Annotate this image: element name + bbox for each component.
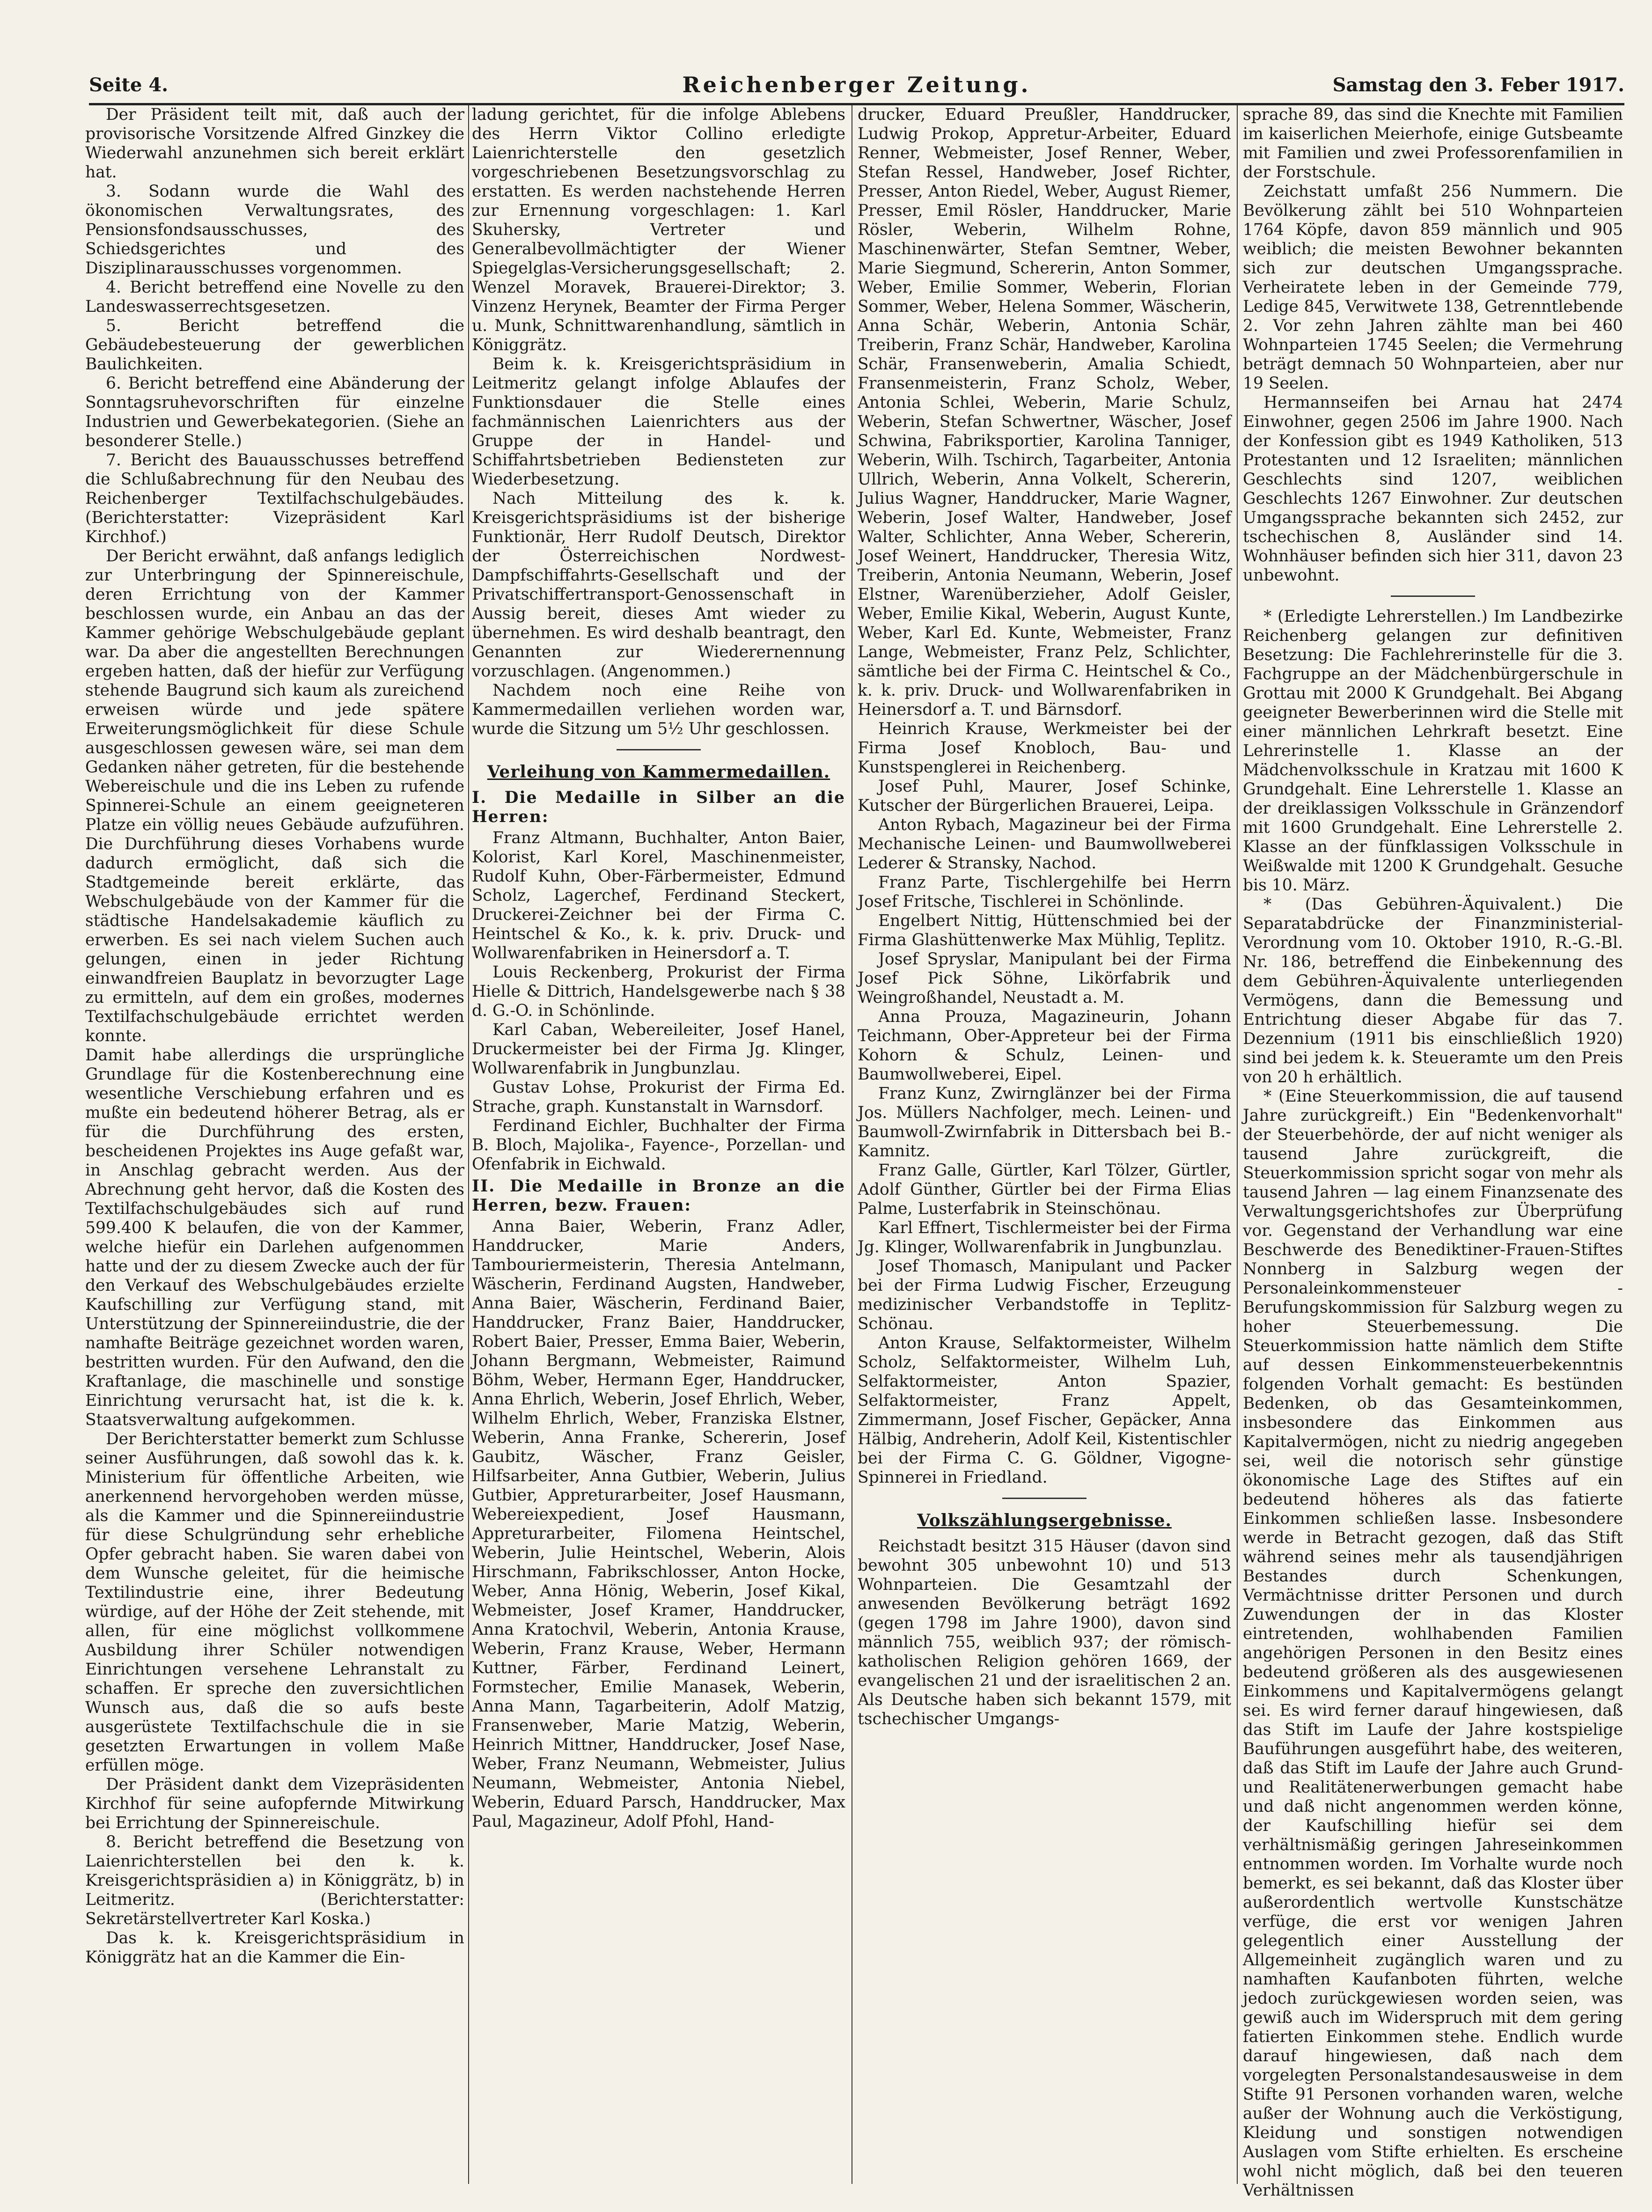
paragraph: Josef Spryslar, Manipulant bei der Firma Josef Pick Söhne, Likörfabrik und Weingroßhandel, Neustadt a. M. <box>858 950 1231 1007</box>
paragraph: * (Eine Steuerkommission, die auf tausend Jahre zurückgreift.) Ein "Bedenkenvorhalt" der Steuerbehörde, der auf nicht weniger als tausend Jahre zurückgreift, die Steuerkommission spricht sogar von mehr als tausend Jahren — lag einem Finanzsenate des Verwaltungsgerichtshofes zur Überprüfung vor. Gegenstand der Verhandlung war eine Beschwerde des Benediktiner-Frauen-Stiftes Nonnberg in Salzburg wegen der Personaleinkommensteuer - Berufungskommission für Salzburg wegen zu hoher Steuerbemessung. Die Steuerkommission hatte nämlich dem Stifte auf dessen Einkommensteuerbekenntnis folgenden Vorhalt gemacht: Es bestünden Bedenken, ob das Gesamteinkommen, insbesondere das Einkommen aus Kapitalvermögen, nicht zu niedrig angegeben sei, weil die notorisch sehr günstige ökonomische Lage des Stiftes auf ein bedeutend höheres als das fatierte Einkommen schließen lasse. Insbesondere werde in Betracht gezogen, daß das Stift während seines mehr als tausendjährigen Bestandes durch Schenkungen, Vermächtnisse dritter Personen und durch Zuwendungen der in das Kloster eintretenden, wohlhabenden Familien angehörigen Personen in den Besitz eines bedeutend größeren als des ausgewiesenen Einkommens und Kapitalvermögens gelangt sei. Es wird ferner darauf hingewiesen, daß das Stift im Laufe der Jahre kostspielige Bauführungen ausgeführt habe, des weiteren, daß das Stift im Laufe der Jahre auch Grund- und Realitätenerwerbungen gemacht habe und daß nicht angenommen werden könne, der Kaufschilling hiefür sei dem verhältnismäßig geringen Jahreseinkommen entnommen worden. Im Vorhalte wurde noch bemerkt, es sei bekannt, daß das Kloster über außerordentlich wertvolle Kunstschätze verfüge, die erst vor wenigen Jahren gelegentlich einer Ausstellung der Allgemeinheit zugänglich waren und zu namhaften Kaufanboten führten, welche jedoch zurückgewiesen worden seien, was gewiß auch im Widerspruch mit dem gering fatierten Einkommen stehe. Endlich wurde darauf hingewiesen, daß nach dem vorgelegten Personalstandesausweise in dem Stifte 91 Personen vorhanden waren, welche außer der Wohnung auch die Verköstigung, Kleidung und sonstigen notwendigen Auslagen vom Stifte erhielten. Es erscheine wohl nicht möglich, daß bei den teueren Verhältnissen <box>1243 1087 1623 2200</box>
paragraph: drucker, Eduard Preußler, Handdrucker, Ludwig Prokop, Appretur-Arbeiter, Eduard Renner, Webmeister, Josef Renner, Weber, Stefan Ressel, Handweber, Josef Richter, Presser, Anton Riedel, Weber, August Riemer, Presser, Emil Rösler, Handdrucker, Marie Rösler, Weberin, Wilhelm Rohne, Maschinenwärter, Stefan Semtner, Weber, Marie Siegmund, Schererin, Anton Sommer, Weber, Emilie Sommer, Weberin, Florian Sommer, Weber, Helena Sommer, Wäscherin, Anna Schär, Weberin, Antonia Schär, Treiberin, Franz Schär, Handweber, Karolina Schär, Fransenweberin, Amalia Schiedt, Fransenmeisterin, Franz Scholz, Weber, Antonia Schlei, Weberin, Marie Schulz, Weberin, Stefan Schwertner, Wäscher, Josef Schwina, Fabriksportier, Karolina Tanniger, Weberin, Wilh. Tschirch, Tagarbeiter, Antonia Ullrich, Weberin, Anna Volkelt, Schererin, Julius Wagner, Handdrucker, Marie Wagner, Weberin, Josef Walter, Handweber, Josef Walter, Schlichter, Anna Weber, Schererin, Josef Weinert, Handdrucker, Theresia Witz, Treiberin, Antonia Neumann, Weberin, Josef Elstner, Warenüberzieher, Adolf Geisler, Weber, Emilie Kikal, Weberin, August Kunte, Weber, Karl Ed. Kunte, Webmeister, Franz Lange, Webmeister, Franz Pelz, Schlichter, sämtliche bei der Firma C. Heintschel & Co., k. k. priv. Druck- und Wollwarenfabriken in Heinersdorf a. T. und Bärnsdorf. <box>858 105 1231 719</box>
paragraph: 7. Bericht des Bauausschusses betreffend die Schlußabrechnung für den Neubau des Reichenberger Textilfachschulgebäudes. (Berichterstatter: Vizepräsident Karl Kirchhof.) <box>85 451 464 546</box>
paragraph: Anna Baier, Weberin, Franz Adler, Handdrucker, Marie Anders, Tambouriermeisterin, Theresia Antelmann, Wäscherin, Ferdinand Augsten, Handweber, Anna Baier, Wäscherin, Ferdinand Baier, Handdrucker, Franz Baier, Handdrucker, Robert Baier, Presser, Emma Baier, Weberin, Johann Bergmann, Webmeister, Raimund Böhm, Weber, Hermann Eger, Handdrucker, Anna Ehrlich, Weberin, Josef Ehrlich, Weber, Wilhelm Ehrlich, Weber, Franziska Elstner, Weberin, Anna Franke, Schererin, Josef Gaubitz, Wäscher, Franz Geisler, Hilfsarbeiter, Anna Gutbier, Weberin, Julius Gutbier, Appreturarbeiter, Josef Hausmann, Webereiexpedient, Josef Hausmann, Appreturarbeiter, Filomena Heintschel, Weberin, Julie Heintschel, Weberin, Alois Hirschmann, Fabrikschlosser, Anton Hocke, Weber, Anna Hönig, Weberin, Josef Kikal, Webmeister, Josef Kramer, Handdrucker, Anna Kratochvil, Weberin, Antonia Krause, Weberin, Franz Krause, Weber, Hermann Kuttner, Färber, Ferdinand Leinert, Formstecher, Emilie Manasek, Weberin, Anna Mann, Tagarbeiterin, Adolf Matzig, Fransenweber, Marie Matzig, Weberin, Heinrich Mittner, Handdrucker, Josef Nase, Weber, Franz Neumann, Webmeister, Julius Neumann, Webmeister, Antonia Niebel, Weberin, Eduard Parsch, Handdrucker, Max Paul, Magazineur, Adolf Pfohl, Hand- <box>472 1217 845 1831</box>
paragraph: 5. Bericht betreffend die Gebäudebesteuerung der gewerblichen Baulichkeiten. <box>85 316 464 374</box>
paragraph: Louis Reckenberg, Prokurist der Firma Hielle & Dittrich, Handelsgewerbe nach § 38 d. G.-O. in Schönlinde. <box>472 963 845 1020</box>
paragraph: Karl Effnert, Tischlermeister bei der Firma Jg. Klinger, Wollwarenfabrik in Jungbunzlau. <box>858 1219 1231 1257</box>
paragraph: Der Bericht erwähnt, daß anfangs lediglich zur Unterbringung der Spinnereischule, deren Errichtung von der Kammer beschlossen wurde, ein Anbau an das der Kammer gehörige Webschulgebäude geplant war. Da aber die angestellten Berechnungen ergeben hatten, daß der hiefür zur Verfügung stehende Baugrund sich kaum als zureichend erweisen würde und jede spätere Erweiterungsmöglichkeit für diese Schule ausgeschlossen gewesen wäre, sei man dem Gedanken näher getreten, für die bestehende Webereischule und die ins Leben zu rufende Spinnerei-Schule an einem geeigneteren Platze ein völlig neues Gebäude aufzuführen. Die Durchführung dieses Vorhabens wurde dadurch ermöglicht, daß sich die Stadtgemeinde bereit erklärte, das Webschulgebäude von der Kammer für die städtische Handelsakademie käuflich zu erwerben. Es sei nach vielem Suchen auch gelungen, einen in jeder Richtung einwandfreien Bauplatz in bevorzugter Lage zu ermitteln, auf dem ein großes, modernes Textilfachschulgebäude errichtet werden konnte. <box>85 547 464 1045</box>
column-2 <box>472 105 845 2189</box>
paragraph: Das k. k. Kreisgerichtspräsidium in Königgrätz hat an die Kammer die Ein- <box>85 1929 464 1967</box>
paragraph: Franz Altmann, Buchhalter, Anton Baier, Kolorist, Karl Korel, Maschinenmeister, Rudolf Kuhn, Ober-Färbermeister, Edmund Scholz, Lagerchef, Ferdinand Steckert, Druckerei-Zeichner bei der Firma C. Heintschel & Ko., k. k. priv. Druck- und Wollwarenfabriken in Heinersdorf a. T. <box>472 829 845 963</box>
page-number: Seite 4. <box>89 74 169 96</box>
paragraph: 3. Sodann wurde die Wahl des ökonomischen Verwaltungsrates, des Pensionsfondsausschusses, des Schiedsgerichtes und des Disziplinarausschusses vorgenommen. <box>85 182 464 278</box>
paragraph: Franz Kunz, Zwirnglänzer bei der Firma Jos. Müllers Nachfolger, mech. Leinen- und Baumwoll-Zwirnfabrik in Dittersbach bei B.-Kamnitz. <box>858 1084 1231 1161</box>
paragraph: Josef Thomasch, Manipulant und Packer bei der Firma Ludwig Fischer, Erzeugung medizinischer Verbandstoffe in Teplitz-Schönau. <box>858 1257 1231 1333</box>
subsection-heading: II. Die Medaille in Bronze an die Herren, bezw. Frauen: <box>472 1177 845 1215</box>
paragraph: Beim k. k. Kreisgerichtspräsidium in Leitmeritz gelangt infolge Ablaufes der Funktionsdauer die Stelle eines fachmännischen Laienrichters aus der Gruppe der in Handel- und Schiffahrtsbetrieben Bediensteten zur Wiederbesetzung. <box>472 355 845 489</box>
paragraph: Karl Caban, Webereileiter, Josef Hanel, Druckermeister bei der Firma Jg. Klinger, Wollwarenfabrik in Jungbunzlau. <box>472 1021 845 1078</box>
paragraph: 6. Bericht betreffend eine Abänderung der Sonntagsruhevorschriften für einzelne Industrien und Gewerbekategorien. (Siehe an besonderer Stelle.) <box>85 374 464 450</box>
column-3 <box>858 105 1231 2189</box>
paragraph: Josef Puhl, Maurer, Josef Schinke, Kutscher der Bürgerlichen Brauerei, Leipa. <box>858 777 1231 815</box>
paragraph: Hermannseifen bei Arnau hat 2474 Einwohner, gegen 2506 im Jahre 1900. Nach der Konfession gibt es 1949 Katholiken, 513 Protestanten und 12 Israeliten; männlichen Geschlechts sind 1207, weiblichen Geschlechts 1267 Einwohner. Zur deutschen Umgangssprache bekannten sich 2452, zur tschechischen 8, Ausländer sind 14. Wohnhäuser befinden sich hier 311, davon 23 unbewohnt. <box>1243 393 1623 585</box>
section-heading: Verleihung von Kammermedaillen. <box>487 762 830 782</box>
paragraph: 8. Bericht betreffend die Besetzung von Laienrichterstellen bei den k. k. Kreisgerichtspräsidien a) in Königgrätz, b) in Leitmeritz. (Berichterstatter: Sekretärstellvertreter Karl Koska.) <box>85 1833 464 1928</box>
column-divider <box>1237 105 1238 2184</box>
paragraph: Nach Mitteilung des k. k. Kreisgerichtspräsidiums ist der bisherige Funktionär, Herr Rudolf Deutsch, Direktor der Österreichischen Nordwest-Dampfschiffahrts-Gesellschaft und der Privatschiffertransport-Genossenschaft in Aussig bereit, dieses Amt wieder zu übernehmen. Es wird deshalb beantragt, den Genannten zur Wiederernennung vorzuschlagen. (Angenommen.) <box>472 489 845 681</box>
paragraph: Franz Galle, Gürtler, Karl Tölzer, Gürtler, Adolf Günther, Gürtler bei der Firma Elias Palme, Lusterfabrik in Steinschönau. <box>858 1161 1231 1218</box>
paragraph: Nachdem noch eine Reihe von Kammermedaillen verliehen worden war, wurde die Sitzung um 5½ Uhr geschlossen. <box>472 681 845 738</box>
paragraph: Franz Parte, Tischlergehilfe bei Herrn Josef Fritsche, Tischlerei in Schönlinde. <box>858 873 1231 911</box>
section-separator <box>1391 595 1475 597</box>
paragraph: Der Präsident dankt dem Vizepräsidenten Kirchhof für seine aufopfernde Mitwirkung bei Errichtung der Spinnereischule. <box>85 1775 464 1832</box>
paragraph: ladung gerichtet, für die infolge Ablebens des Herrn Viktor Collino erledigte Laienrichterstelle den gesetzlich vorgeschriebenen Besetzungsvorschlag zu erstatten. Es werden nachstehende Herren zur Ernennung vorgeschlagen: 1. Karl Skuhersky, Vertreter und Generalbevollmächtigter der Wiener Spiegelglas-Versicherungsgesellschaft; 2. Wenzel Moravek, Brauerei-Direktor; 3. Vinzenz Herynek, Beamter der Firma Perger u. Munk, Schnittwarenhandlung, sämtlich in Königgrätz. <box>472 105 845 354</box>
paragraph: Heinrich Krause, Werkmeister bei der Firma Josef Knobloch, Bau- und Kunstspenglerei in Reichenberg. <box>858 720 1231 777</box>
paragraph: * (Das Gebühren-Äquivalent.) Die Separatabdrücke der Finanzministerial-Verordnung vom 10. Oktober 1910, R.-G.-Bl. Nr. 186, betreffend die Einbekennung des dem Gebühren-Äquivalente unterliegenden Vermögens, dann die Bemessung und Entrichtung dieser Abgabe für das 7. Dezennium (1911 bis einschließlich 1920) sind bei jedem k. k. Steueramte um den Preis von 20 h erhältlich. <box>1243 895 1623 1087</box>
paragraph: Engelbert Nittig, Hüttenschmied bei der Firma Glashüttenwerke Max Mühlig, Teplitz. <box>858 911 1231 949</box>
paragraph: Damit habe allerdings die ursprüngliche Grundlage für die Kostenberechnung eine wesentliche Verschiebung erfahren und es mußte ein bedeutend höherer Betrag, als er für die Durchführung des ersten, bescheidenen Projektes ins Auge gefaßt war, in Anschlag gebracht werden. Aus der Abrechnung geht hervor, daß die Kosten des Textilfachschulgebäudes sich auf rund 599.400 K belaufen, die von der Kammer, welche hiefür ein Darlehen aufgenommen hatte und der zu diesem Zwecke auch der für den Verkauf des Webschulgebäudes erzielte Kaufschilling zur Verfügung stand, mit Unterstützung der Spinnereiindustrie, die der namhafte Beiträge gezeichnet worden waren, bestritten wurden. Für den Aufwand, den die Kraftanlage, die maschinelle und sonstige Einrichtung verursacht hat, ist die k. k. Staatsverwaltung aufgekommen. <box>85 1046 464 1429</box>
page-header <box>89 70 1624 105</box>
paragraph: Ferdinand Eichler, Buchhalter der Firma B. Bloch, Majolika-, Fayence-, Porzellan- und Ofenfabrik in Eichwald. <box>472 1117 845 1174</box>
column-1 <box>85 105 464 2189</box>
column-divider <box>468 105 469 2184</box>
paragraph: Anton Krause, Selfaktormeister, Wilhelm Scholz, Selfaktormeister, Wilhelm Luh, Selfaktormeister, Anton Spazier, Selfaktormeister, Franz Appelt, Zimmermann, Josef Fischer, Gepäcker, Anna Hälbig, Andreherin, Adolf Keil, Kistentischler bei der Firma C. G. Göldner, Vigogne-Spinnerei in Friedland. <box>858 1334 1231 1487</box>
paragraph: sprache 89, das sind die Knechte mit Familien im kaiserlichen Meierhofe, einige Gutsbeamte mit Familien und zwei Professorenfamilien in der Forstschule. <box>1243 105 1623 182</box>
section-separator <box>1002 1498 1087 1499</box>
paragraph: Zeichstatt umfaßt 256 Nummern. Die Bevölkerung zählt bei 510 Wohnparteien 1764 Köpfe, davon 859 männlich und 905 weiblich; die meisten Bewohner bekannten sich zur deutschen Umgangssprache. Verheiratete leben in der Gemeinde 779, Ledige 845, Verwitwete 138, Getrenntlebende 2. Vor zehn Jahren zählte man bei 460 Wohnparteien 1745 Seelen; die Vermehrung beträgt demnach 50 Wohnparteien, aber nur 19 Seelen. <box>1243 182 1623 393</box>
newspaper-title: Reichenberger Zeitung. <box>682 72 1031 97</box>
section-heading: Volkszählungsergebnisse. <box>917 1511 1172 1530</box>
paragraph: Gustav Lohse, Prokurist der Firma Ed. Strache, graph. Kunstanstalt in Warnsdorf. <box>472 1078 845 1116</box>
subsection-heading: I. Die Medaille in Silber an die Herren: <box>472 788 845 826</box>
paragraph: * (Erledigte Lehrerstellen.) Im Landbezirke Reichenberg gelangen zur definitiven Besetzung: Die Fachlehrerinstelle für die 3. Fachgruppe an der Mädchenbürgerschule in Grottau mit 2000 K Grundgehalt. Bei Abgang geeigneter Bewerberinnen wird die Stelle mit einer männlichen Lehrkraft besetzt. Eine Lehrerinstelle 1. Klasse an der Mädchenvolksschule in Kratzau mit 1600 K Grundgehalt. Eine Lehrerstelle 1. Klasse an der dreiklassigen Volksschule in Gränzendorf mit 1600 Grundgehalt. Eine Lehrerstelle 2. Klasse an der fünfklassigen Volksschule in Weißwalde mit 1200 K Grundgehalt. Gesuche bis 10. März. <box>1243 607 1623 895</box>
section-separator <box>617 749 701 750</box>
paragraph: Anton Rybach, Magazineur bei der Firma Mechanische Leinen- und Baumwollweberei Lederer & Stransky, Nachod. <box>858 816 1231 873</box>
paragraph: Der Präsident teilt mit, daß auch der provisorische Vorsitzende Alfred Ginzkey die Wiederwahl anzunehmen sich bereit erklärt hat. <box>85 105 464 182</box>
paragraph: 4. Bericht betreffend eine Novelle zu den Landeswasserrechtsgesetzen. <box>85 278 464 316</box>
paragraph: Reichstadt besitzt 315 Häuser (davon sind bewohnt 305 unbewohnt 10) und 513 Wohnparteien. Die Gesamtzahl der anwesenden Bevölkerung beträgt 1692 (gegen 1798 im Jahre 1900), davon sind männlich 755, weiblich 937; der römisch-katholischen Religion gehören 1669, der evangelischen 21 und der israelitischen 2 an. Als Deutsche haben sich bekannt 1579, mit tschechischer Umgangs- <box>858 1537 1231 1728</box>
issue-date: Samstag den 3. Feber 1917. <box>1332 74 1624 96</box>
column-4 <box>1243 105 1623 2200</box>
paragraph: Der Berichterstatter bemerkt zum Schlusse seiner Ausführungen, daß sowohl das k. k. Ministerium für öffentliche Arbeiten, wie anerkennend hervorgehoben werden müsse, als die Kammer und die Spinnereiindustrie für diese Schulgründung sehr erhebliche Opfer gebracht haben. Sie waren dabei von dem Wunsche geleitet, für die heimische Textilindustrie eine, ihrer Bedeutung würdige, auf der Höhe der Zeit stehende, mit allen, für eine möglichst vollkommene Ausbildung ihrer Schüler notwendigen Einrichtungen versehene Lehranstalt zu schaffen. Er spreche den zuversichtlichen Wunsch aus, daß die so aufs beste ausgerüstete Textilfachschule die in sie gesetzten Erwartungen in vollem Maße erfüllen möge. <box>85 1430 464 1775</box>
paragraph: Anna Prouza, Magazineurin, Johann Teichmann, Ober-Appreteur bei der Firma Kohorn & Schulz, Leinen- und Baumwollweberei, Eipel. <box>858 1007 1231 1084</box>
